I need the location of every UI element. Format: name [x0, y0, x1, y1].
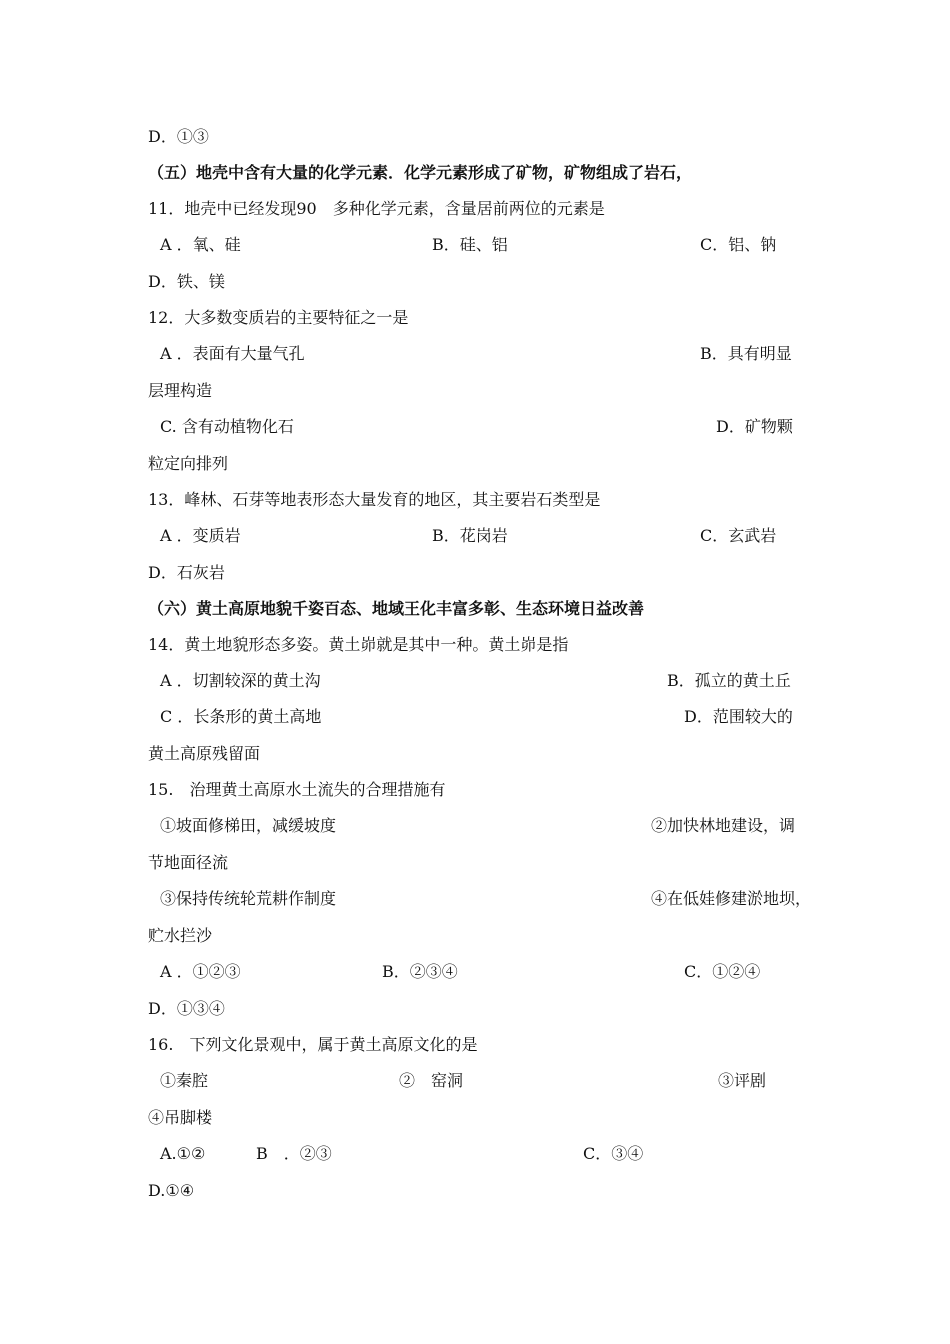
q15-item-4: ④在低娃修建淤地坝， [651, 889, 812, 908]
q13-option-b: B．花岗岩 [432, 526, 508, 545]
q16-option-d: D.①④ [148, 1181, 195, 1200]
q12-option-b: B．具有明显 [700, 344, 792, 363]
q12-option-d-cont: 粒定向排列 [148, 454, 229, 473]
q12-option-a: A ．表面有大量气孔 [160, 344, 305, 363]
section-5-heading: （五）地壳中含有大量的化学元素．化学元素形成了矿物，矿物组成了岩石， [148, 163, 693, 182]
q15-item-3: ③保持传统轮荒耕作制度 [160, 889, 337, 908]
section-6-heading: （六）黄土高原地貌千姿百态、地域王化丰富多彰、生态环境日益改善 [148, 599, 645, 618]
q16-item-1: ①秦腔 [160, 1071, 209, 1090]
q14-option-d: D．范围较大的 [684, 707, 793, 726]
q16-option-a: A.①② [160, 1144, 206, 1163]
q16-stem: 16. 下列文化景观中，属于黄土高原文化的是 [148, 1035, 478, 1054]
q16-option-b: B ．②③ [256, 1144, 332, 1163]
q13-option-d: D．石灰岩 [148, 563, 225, 582]
q14-stem: 14．黄土地貌形态多姿。黄土峁就是其中一种。黄土峁是指 [148, 635, 569, 654]
q11-option-d: D．铁、镁 [148, 272, 225, 291]
q10-option-d: D．①③ [148, 127, 209, 146]
q14-option-d-cont: 黄土高原残留面 [148, 744, 261, 763]
q13-option-a: A ．变质岩 [160, 526, 241, 545]
q16-item-2: ② 窑洞 [399, 1071, 464, 1090]
q15-option-d: D．①③④ [148, 999, 225, 1018]
q14-option-c: C ．长条形的黄土高地 [160, 707, 322, 726]
q15-option-c: C．①②④ [684, 962, 761, 981]
q16-item-4: ④吊脚楼 [148, 1108, 213, 1127]
q12-option-c: C. 含有动植物化石 [160, 417, 294, 436]
q15-item-2-cont: 节地面径流 [148, 853, 229, 872]
q14-option-a: A ．切割较深的黄土沟 [160, 671, 321, 690]
q16-item-3: ③评剧 [718, 1071, 767, 1090]
q15-option-b: B．②③④ [382, 962, 458, 981]
q12-option-b-cont: 层理构造 [148, 381, 213, 400]
q15-item-1: ①坡面修梯田，减缓坡度 [160, 816, 337, 835]
q16-option-c: C．③④ [583, 1144, 644, 1163]
q12-option-d: D．矿物颗 [716, 417, 793, 436]
q15-option-a: A ．①②③ [160, 962, 241, 981]
q15-stem: 15. 治理黄土高原水土流失的合理措施有 [148, 780, 446, 799]
q15-item-4-cont: 贮水拦沙 [148, 926, 213, 945]
q14-option-b: B．孤立的黄土丘 [667, 671, 791, 690]
q13-stem: 13．峰林、石芽等地表形态大量发育的地区，其主要岩石类型是 [148, 490, 601, 509]
q15-item-2: ②加快林地建设，调 [651, 816, 796, 835]
q11-stem: 11．地壳中已经发现90 多种化学元素，含量居前两位的元素是 [148, 199, 605, 218]
q13-option-c: C．玄武岩 [700, 526, 777, 545]
q11-option-c: C．铝、钠 [700, 235, 777, 254]
q12-stem: 12．大多数变质岩的主要特征之一是 [148, 308, 409, 327]
q11-option-a: A ．氧、硅 [160, 235, 241, 254]
q11-option-b: B．硅、铝 [432, 235, 508, 254]
